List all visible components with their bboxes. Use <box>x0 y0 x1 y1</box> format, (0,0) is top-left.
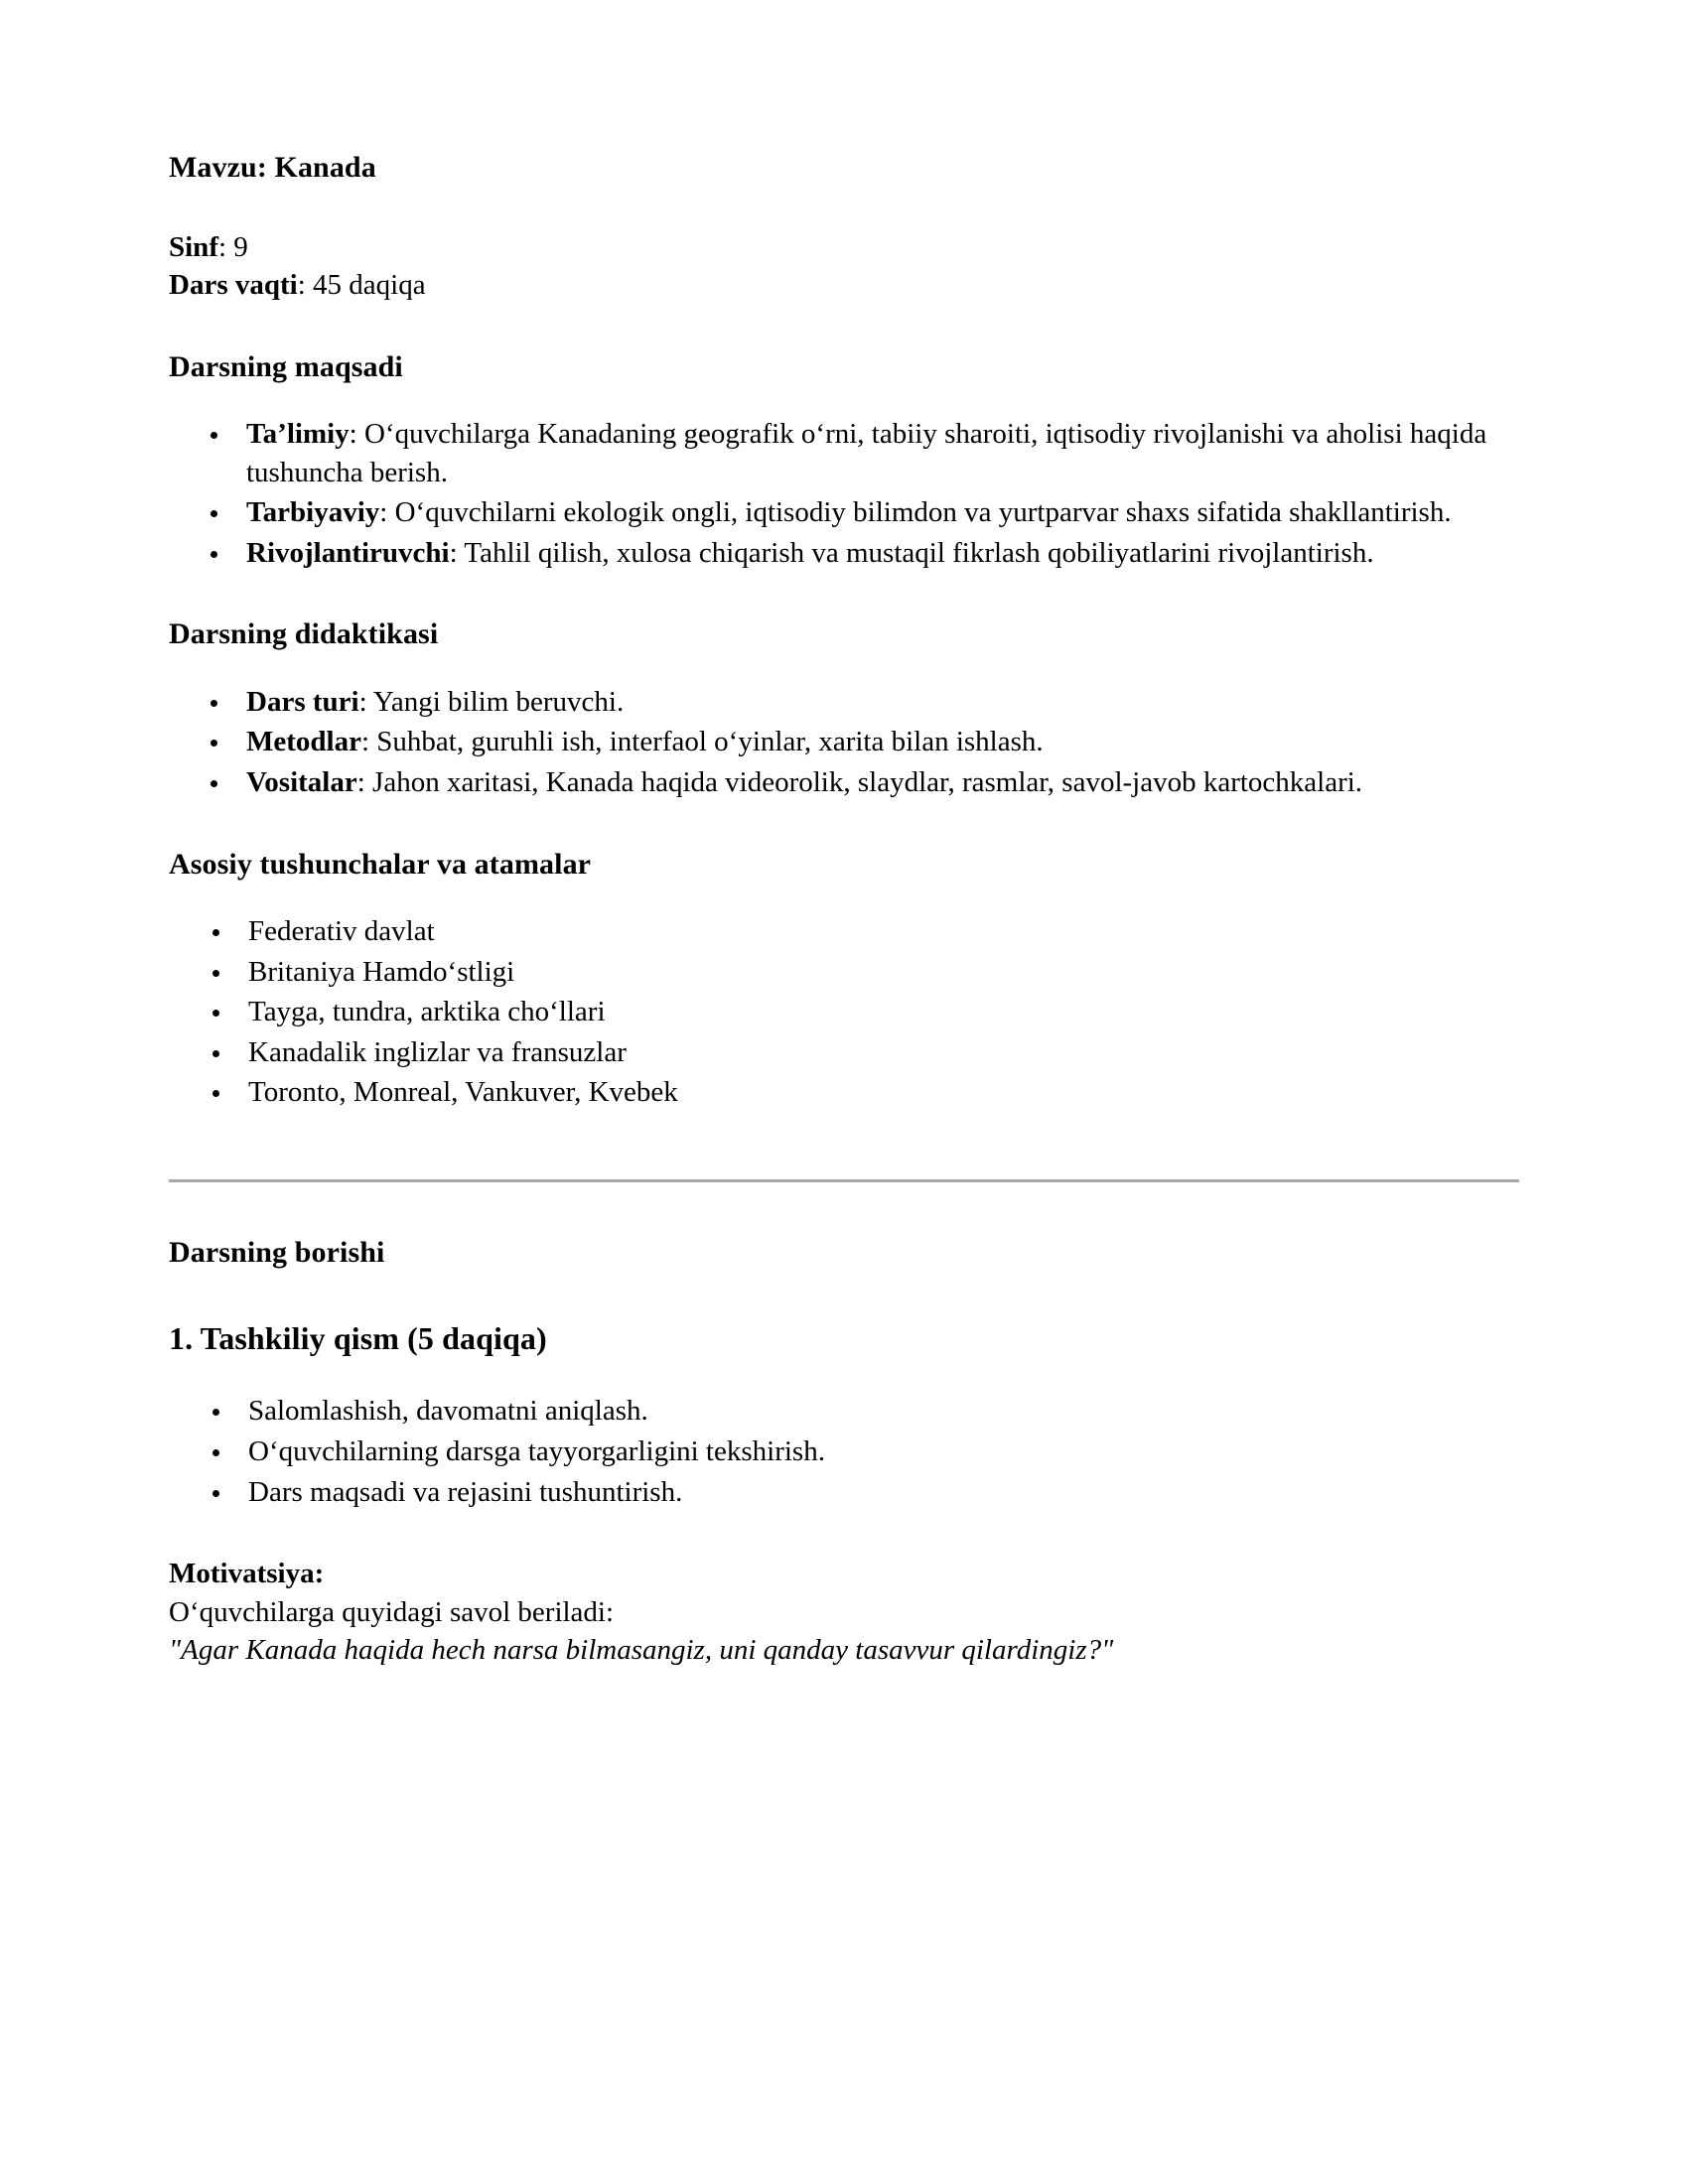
list-item-text: Yangi bilim beruvchi. <box>372 685 625 718</box>
list-maqsadi <box>169 415 1519 572</box>
page-title: Mavzu: Kanada <box>169 151 376 184</box>
meta-line-sinf <box>169 228 1519 267</box>
meta-line-dars-vaqti <box>169 266 1519 305</box>
list-item <box>169 763 1519 802</box>
list-tashkiliy <box>169 1392 1519 1511</box>
list-item: Tayga, tundra, arktika cho‘llari <box>169 993 1519 1031</box>
list-item-separator: : <box>449 536 465 569</box>
list-item-separator: : <box>379 496 395 529</box>
list-item <box>169 683 1519 722</box>
list-item-term: Ta’limiy <box>246 418 350 451</box>
section-heading-tashkiliy: 1. Tashkiliy qism (5 daqiqa) <box>169 1320 547 1357</box>
list-item-term: Rivojlantiruvchi <box>246 536 450 569</box>
list-item-text: O‘quvchilarga Kanadaning geografik o‘rni, tabiiy sharoiti, iqtisodiy rivojlanishi va aholisi haqida tushuncha berish. <box>246 418 1487 488</box>
list-didaktikasi <box>169 683 1519 802</box>
motivation-label: Motivatsiya: <box>169 1558 325 1590</box>
list-item-text: Jahon xaritasi, Kanada haqida videorolik, slaydlar, rasmlar, savol-javob kartochkalari. <box>372 766 1363 798</box>
meta-label-sinf: Sinf <box>169 230 218 263</box>
meta-label-dars-vaqti: Dars vaqti <box>169 269 298 302</box>
list-item: Salomlashish, davomatni aniqlash. <box>169 1392 1519 1431</box>
list-item <box>169 493 1519 532</box>
list-item-term: Dars turi <box>246 685 359 718</box>
motivation-quote: "Agar Kanada haqida hech narsa bilmasangiz, uni qanday tasavvur qilardingiz?" <box>169 1634 1114 1667</box>
section-heading-tushunchalar: Asosiy tushunchalar va atamalar <box>169 847 592 881</box>
list-item-separator: : <box>349 418 364 451</box>
list-item-term: Metodlar <box>246 726 361 758</box>
meta-value-dars-vaqti: 45 daqiqa <box>313 269 426 302</box>
lesson-meta <box>169 228 1519 305</box>
list-item: O‘quvchilarning darsga tayyorgarligini tekshirish. <box>169 1433 1519 1471</box>
list-item-separator: : <box>358 685 373 718</box>
list-tushunchalar <box>169 912 1519 1112</box>
list-item <box>169 723 1519 761</box>
document-body <box>169 149 1519 1670</box>
meta-value-sinf: 9 <box>233 230 248 263</box>
list-item-separator: : <box>356 766 373 798</box>
list-item: Dars maqsadi va rejasini tushuntirish. <box>169 1473 1519 1512</box>
motivation-text: O‘quvchilarga quyidagi savol beriladi: <box>169 1595 615 1628</box>
list-item <box>169 534 1519 573</box>
meta-sep-sinf: : <box>217 230 234 263</box>
list-item <box>169 415 1519 491</box>
section-heading-borishi: Darsning borishi <box>169 1235 385 1269</box>
list-item: Federativ davlat <box>169 912 1519 951</box>
list-item-term: Tarbiyaviy <box>246 496 380 529</box>
list-item-text: Tahlil qilish, xulosa chiqarish va mustaqil fikrlash qobiliyatlarini rivojlantirish. <box>464 536 1374 569</box>
meta-sep-dars-vaqti: : <box>297 269 314 302</box>
section-heading-didaktikasi: Darsning didaktikasi <box>169 617 439 651</box>
list-item: Britaniya Hamdo‘stligi <box>169 953 1519 992</box>
list-item: Kanadalik inglizlar va fransuzlar <box>169 1033 1519 1072</box>
list-item-term: Vositalar <box>246 766 357 798</box>
list-item: Toronto, Monreal, Vankuver, Kvebek <box>169 1073 1519 1112</box>
section-heading-maqsadi: Darsning maqsadi <box>169 349 403 383</box>
section-divider <box>169 1179 1519 1182</box>
motivation-block <box>169 1555 1519 1670</box>
list-item-text: Suhbat, guruhli ish, interfaol o‘yinlar, xarita bilan ishlash. <box>376 726 1044 758</box>
list-item-text: O‘quvchilarni ekologik ongli, iqtisodiy bilimdon va yurtparvar shaxs sifatida shakllantirish. <box>394 496 1452 529</box>
list-item-separator: : <box>360 726 377 758</box>
